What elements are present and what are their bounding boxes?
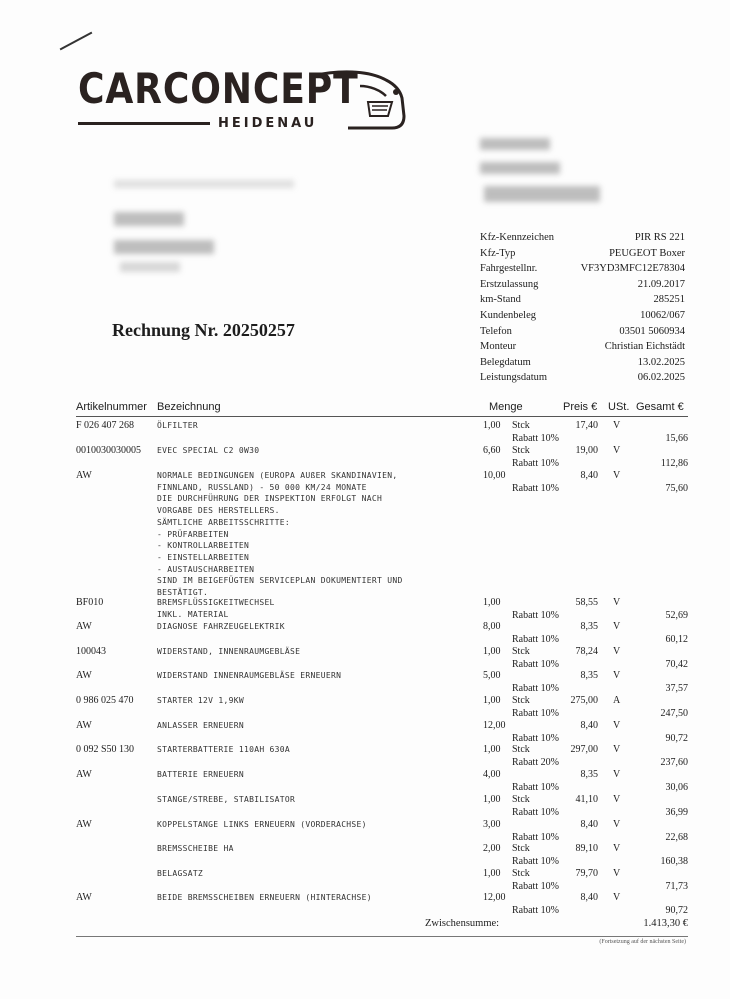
unit-price: 89,10 [575, 843, 598, 854]
description-line: INKL. MATERIAL [157, 609, 229, 619]
article-number: 0010030030005 [76, 445, 141, 456]
line-total: 15,66 [665, 433, 688, 444]
header-menge: Menge [489, 401, 523, 413]
tax-code: V [613, 744, 621, 755]
unit-price: 8,40 [580, 892, 598, 903]
unit-price: 79,70 [575, 868, 598, 879]
tax-code: V [613, 670, 621, 681]
discount: Rabatt 10% [512, 881, 559, 892]
line-total: 60,12 [665, 634, 688, 645]
quantity: 2,00 [483, 843, 501, 854]
unit: Stck [512, 843, 530, 854]
description-line: - AUSTAUSCHARBEITEN [157, 564, 255, 574]
tax-code: V [613, 769, 621, 780]
unit-price: 8,35 [580, 670, 598, 681]
invoice-title: Rechnung Nr. 20250257 [112, 320, 295, 340]
tax-code: V [613, 597, 621, 608]
tax-code: V [613, 819, 621, 830]
continuation-note: (Fortsetzung auf der nächsten Seite) [599, 939, 686, 945]
quantity: 1,00 [483, 794, 501, 805]
meta-label: Erstzulassung [480, 278, 539, 290]
unit: Stck [512, 445, 530, 456]
description-line: BELAGSATZ [157, 869, 204, 878]
unit: Stck [512, 695, 530, 706]
quantity: 8,00 [483, 621, 501, 632]
meta-label: Kundenbeleg [480, 309, 536, 321]
header-ust: USt. [608, 401, 630, 413]
discount: Rabatt 10% [512, 659, 559, 670]
quantity: 1,00 [483, 597, 501, 608]
meta-value: 10062/067 [640, 309, 685, 321]
unit: Stck [512, 868, 530, 879]
description-line: STARTER 12V 1,9KW [157, 696, 244, 705]
line-total: 36,99 [665, 807, 688, 818]
description-line: - KONTROLLARBEITEN [157, 541, 250, 551]
meta-value: Christian Eichstädt [604, 341, 685, 353]
unit: Stck [512, 794, 530, 805]
subtotal-value: 1.413,30 € [643, 918, 688, 929]
meta-value: PIR RS 221 [634, 232, 685, 243]
line-total: 30,06 [665, 782, 688, 793]
tax-code: V [613, 843, 621, 854]
line-total: 237,60 [660, 757, 688, 768]
description-line: FINNLAND, RUSSLAND) - 50 000 KM/24 MONATE [157, 482, 367, 492]
meta-label: Belegdatum [480, 356, 531, 368]
description-line: BATTERIE ERNEUERN [157, 770, 244, 779]
description-line: ÖLFILTER [157, 421, 198, 430]
meta-label: Fahrgestellnr. [480, 263, 538, 275]
meta-value: 03501 5060934 [619, 325, 685, 337]
description-line: SIND IM BEIGEFÜGTEN SERVICEPLAN DOKUMENTIERT UND [157, 576, 403, 586]
article-number: 0 092 S50 130 [76, 744, 135, 755]
description-line: EVEC SPECIAL C2 0W30 [157, 446, 260, 455]
quantity: 1,00 [483, 744, 501, 755]
line-total: 160,38 [660, 856, 688, 867]
quantity: 1,00 [483, 695, 501, 706]
unit-price: 78,24 [575, 646, 598, 657]
article-number: AW [76, 470, 92, 481]
discount: Rabatt 10% [512, 832, 559, 843]
unit-price: 17,40 [575, 420, 598, 431]
quantity: 10,00 [483, 470, 506, 481]
tax-code: V [613, 420, 621, 431]
unit-price: 8,40 [580, 819, 598, 830]
description-line: NORMALE BEDINGUNGEN (EUROPA AUßER SKANDINAVIEN, [157, 471, 398, 480]
discount: Rabatt 10% [512, 782, 559, 793]
meta-label: km-Stand [480, 294, 521, 306]
tax-code: V [613, 720, 621, 731]
article-number: AW [76, 720, 92, 731]
meta-label: Leistungsdatum [480, 372, 548, 384]
header-bezeichnung: Bezeichnung [157, 401, 221, 413]
line-total: 90,72 [665, 905, 688, 916]
description-line: STARTERBATTERIE 110AH 630A [157, 745, 291, 754]
article-number: AW [76, 819, 92, 830]
quantity: 12,00 [483, 720, 506, 731]
line-total: 37,57 [665, 683, 688, 694]
unit-price: 19,00 [575, 445, 598, 456]
tax-code: V [613, 621, 621, 632]
unit-price: 275,00 [570, 695, 598, 706]
line-total: 90,72 [665, 733, 688, 744]
description-line: - EINSTELLARBEITEN [157, 552, 250, 562]
description-line: KOPPELSTANGE LINKS ERNEUERN (VORDERACHSE) [157, 820, 367, 829]
quantity: 4,00 [483, 769, 501, 780]
line-total: 112,86 [660, 458, 688, 469]
quantity: 1,00 [483, 868, 501, 879]
meta-label: Monteur [480, 341, 517, 353]
description-line: ANLASSER ERNEUERN [157, 721, 244, 730]
discount: Rabatt 10% [512, 856, 559, 867]
meta-label: Kfz-Kennzeichen [480, 232, 555, 243]
tax-code: A [613, 695, 621, 706]
meta-value: 13.02.2025 [637, 356, 685, 368]
article-number: F 026 407 268 [76, 420, 135, 431]
unit: Stck [512, 744, 530, 755]
article-number: AW [76, 670, 92, 681]
line-total: 247,50 [660, 708, 688, 719]
description-line: SÄMTLICHE ARBEITSSCHRITTE: [157, 517, 291, 527]
quantity: 12,00 [483, 892, 506, 903]
line-total: 75,60 [665, 483, 688, 494]
logo-subtext: HEIDENAU [218, 116, 318, 131]
header-gesamt: Gesamt € [636, 401, 684, 413]
discount: Rabatt 10% [512, 683, 559, 694]
tax-code: V [613, 794, 621, 805]
description-line: BEIDE BREMSSCHEIBEN ERNEUERN (HINTERACHSE) [157, 893, 372, 902]
meta-label: Telefon [480, 325, 512, 337]
line-total: 70,42 [665, 659, 688, 670]
quantity: 3,00 [483, 819, 501, 830]
article-number: AW [76, 769, 92, 780]
unit-price: 297,00 [570, 744, 598, 755]
unit-price: 8,40 [580, 720, 598, 731]
header-artikelnummer: Artikelnummer [76, 401, 147, 413]
unit-price: 8,40 [580, 470, 598, 481]
discount: Rabatt 10% [512, 634, 559, 645]
tax-code: V [613, 445, 621, 456]
article-number: AW [76, 621, 92, 632]
subtotal-label: Zwischensumme: [425, 918, 500, 929]
meta-value: PEUGEOT Boxer [609, 247, 685, 259]
discount: Rabatt 10% [512, 733, 559, 744]
discount: Rabatt 10% [512, 433, 559, 444]
article-number: 100043 [76, 646, 106, 657]
unit-price: 8,35 [580, 621, 598, 632]
meta-value: VF3YD3MFC12E78304 [580, 263, 685, 275]
discount: Rabatt 10% [512, 708, 559, 719]
unit-price: 41,10 [575, 794, 598, 805]
unit: Stck [512, 420, 530, 431]
description-line: WIDERSTAND, INNENRAUMGEBLÄSE [157, 647, 301, 656]
description-line: VORGABE DES HERSTELLERS. [157, 506, 280, 516]
description-line: DIE DURCHFÜHRUNG DER INSPEKTION ERFOLGT NACH [157, 494, 383, 504]
quantity: 1,00 [483, 420, 501, 431]
tax-code: V [613, 892, 621, 903]
unit-price: 58,55 [575, 597, 598, 608]
line-total: 71,73 [665, 881, 688, 892]
unit-price: 8,35 [580, 769, 598, 780]
description-line: STANGE/STREBE, STABILISATOR [157, 795, 296, 804]
unit: Stck [512, 646, 530, 657]
quantity: 6,60 [483, 445, 501, 456]
discount: Rabatt 10% [512, 610, 559, 621]
line-total: 52,69 [665, 610, 688, 621]
header-preis: Preis € [563, 401, 598, 413]
tax-code: V [613, 470, 621, 481]
line-total: 22,68 [665, 832, 688, 843]
discount: Rabatt 10% [512, 905, 559, 916]
logo-text: CARCONCEPT [78, 64, 359, 113]
discount: Rabatt 10% [512, 807, 559, 818]
description-line: - PRÜFARBEITEN [157, 529, 229, 539]
subtotal-rule [76, 936, 688, 937]
description-line: BREMSFLÜSSIGKEITWECHSEL [157, 598, 275, 607]
meta-value: 21.09.2017 [637, 278, 685, 290]
tax-code: V [613, 646, 621, 657]
description-line: WIDERSTAND INNENRAUMGEBLÄSE ERNEUERN [157, 671, 342, 680]
article-number: AW [76, 892, 92, 903]
meta-label: Kfz-Typ [480, 247, 516, 259]
description-line: DIAGNOSE FAHRZEUGELEKTRIK [157, 622, 285, 631]
discount: Rabatt 10% [512, 483, 559, 494]
meta-value: 06.02.2025 [637, 372, 685, 384]
discount: Rabatt 10% [512, 458, 559, 469]
quantity: 1,00 [483, 646, 501, 657]
description-line: BREMSSCHEIBE HA [157, 844, 234, 853]
tax-code: V [613, 868, 621, 879]
discount: Rabatt 20% [512, 757, 559, 768]
quantity: 5,00 [483, 670, 501, 681]
article-number: 0 986 025 470 [76, 695, 134, 706]
meta-value: 285251 [653, 294, 685, 306]
article-number: BF010 [76, 597, 104, 608]
description-line: BESTÄTIGT. [157, 588, 209, 597]
